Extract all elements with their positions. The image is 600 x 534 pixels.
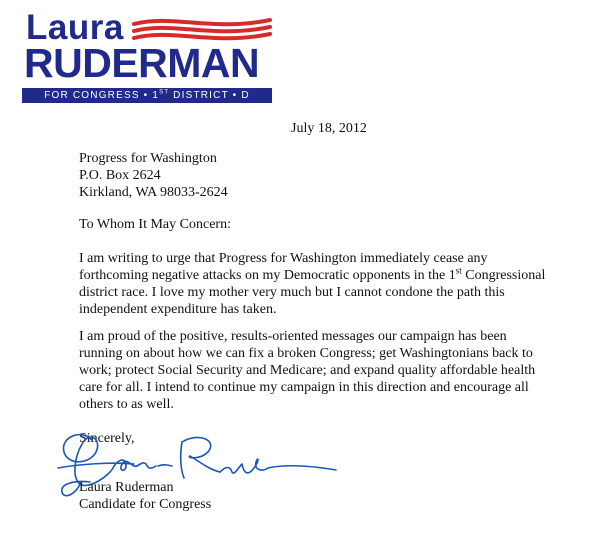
paragraph-text: forthcoming negative attacks on my Democratic opponents in the 1 — [79, 268, 456, 283]
recipient-address — [79, 150, 228, 201]
paragraph-line: I am proud of the positive, results-oriented messages our campaign has been — [79, 329, 507, 344]
logo-tagline-part2: DISTRICT • D — [169, 90, 250, 101]
paragraph-line: care for all. I intend to continue my campaign in this direction and encourage all — [79, 380, 529, 395]
address-line: Progress for Washington — [79, 151, 217, 166]
paragraph-line: work; protect Social Security and Medicare; and expand quality affordable health — [79, 363, 536, 378]
address-line: P.O. Box 2624 — [79, 168, 161, 183]
ordinal-suffix: st — [455, 265, 462, 276]
logo-tagline-part1: FOR CONGRESS • 1 — [44, 90, 160, 101]
campaign-logo — [22, 10, 274, 100]
letter-date: July 18, 2012 — [291, 121, 367, 136]
paragraph-line: district race. I love my mother very much but I cannot condone the path this — [79, 285, 505, 300]
paragraph-line: running on about how we can fix a broken Congress; get Washingtonians back to — [79, 346, 533, 361]
paragraph-line — [79, 267, 545, 284]
paragraph-line: independent expenditure has taken. — [79, 302, 277, 317]
logo-tagline — [22, 88, 272, 103]
address-line: Kirkland, WA 98033-2624 — [79, 185, 228, 200]
body-paragraph-1 — [79, 250, 545, 318]
logo-last-name: RUDERMAN — [24, 40, 260, 86]
paragraph-line: others to as well. — [79, 397, 174, 412]
paragraph-text: Congressional — [461, 268, 546, 283]
logo-first-name: Laura — [26, 8, 124, 47]
paragraph-line: I am writing to urge that Progress for Washington immediately cease any — [79, 251, 488, 266]
closing: Sincerely, — [79, 431, 135, 446]
signer-title: Candidate for Congress — [79, 497, 212, 512]
logo-tagline-sup: ST — [159, 89, 170, 96]
body-paragraph-2 — [79, 328, 535, 413]
signer-name: Laura Ruderman — [79, 480, 174, 495]
salutation: To Whom It May Concern: — [79, 217, 231, 232]
